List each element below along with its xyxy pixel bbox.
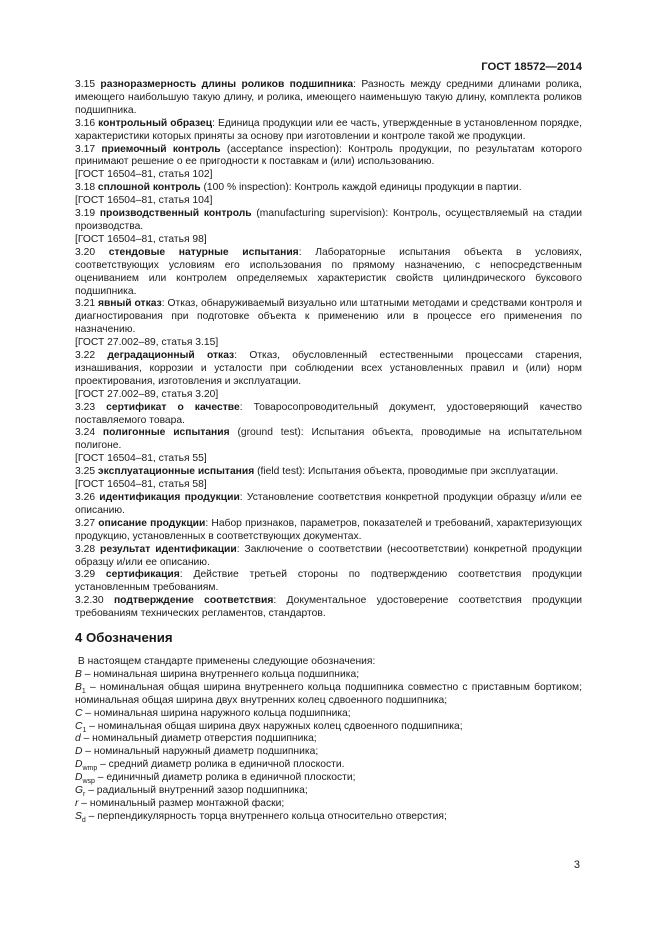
symbol: d <box>75 733 81 745</box>
entry-number: 3.25 <box>75 466 96 478</box>
entry-term: полигонные испытания <box>102 427 230 439</box>
symbol: D <box>75 772 83 784</box>
reference-text: [ГОСТ 16504–81, статья 102] <box>75 169 213 181</box>
definition-entry <box>75 144 582 170</box>
symbol-description: – средний диаметр ролика в единичной плоскости. <box>97 759 345 771</box>
definition-entry <box>75 247 582 299</box>
entry-number: 3.20 <box>75 246 96 258</box>
definition-entry <box>75 79 582 118</box>
entry-number: 3.18 <box>75 182 96 194</box>
symbol-description: – номинальный размер монтажной фаски; <box>78 797 285 809</box>
reference-line <box>75 389 582 402</box>
symbol-entry <box>75 682 582 708</box>
reference-text: [ГОСТ 16504–81, статья 58] <box>75 479 207 491</box>
section-intro: В настоящем стандарте применены следующие обозначения: <box>77 655 376 667</box>
symbol-entry <box>75 811 582 824</box>
symbol-description: – номинальная ширина наружного кольца подшипника; <box>82 707 351 719</box>
reference-text: [ГОСТ 16504–81, статья 104] <box>75 195 213 207</box>
definition-entry <box>75 569 582 595</box>
entry-term: описание продукции <box>98 517 206 529</box>
symbol: D <box>75 759 83 771</box>
entry-term: сплошной контроль <box>97 182 201 194</box>
symbol: D <box>75 746 83 758</box>
entry-term: разноразмерность длины роликов подшипника <box>100 79 354 90</box>
reference-text: [ГОСТ 16504–81, статья 98] <box>75 233 207 245</box>
symbol-description: – номинальная общая ширина внутреннего кольца подшипника совместно с приставным бортиком; номинальная общая ширина двух внутренних колец сдвоенного подшипника; <box>75 681 582 706</box>
entry-number: 3.24 <box>75 427 96 439</box>
reference-line <box>75 234 582 247</box>
symbol: r <box>75 797 79 809</box>
reference-text: [ГОСТ 16504–81, статья 55] <box>75 453 207 465</box>
entry-definition: (manufacturing supervision): Контроль, осуществляемый на стадии производства. <box>75 208 582 232</box>
definition-entry <box>75 402 582 428</box>
symbol-subscript: 1 <box>81 687 86 695</box>
entry-definition: : Товаросопроводительный документ, удостоверяющий качество поставляемого товара. <box>75 401 582 426</box>
entry-number: 3.27 <box>75 517 96 529</box>
definition-entry <box>75 208 582 234</box>
symbol-entry <box>75 708 582 721</box>
entry-definition: : Отказ, обусловленный естественными процессами старения, изнашивания, коррозии и усталости при соблюдении всех установленных правил и (или) норм проектирования, изготовления и эксплуатации. <box>75 350 583 387</box>
symbol-subscript: d <box>81 816 86 824</box>
section-title: 4 Обозначения <box>75 630 173 646</box>
symbol-entry <box>75 721 582 734</box>
definition-entry <box>75 350 582 389</box>
entry-number: 3.23 <box>75 401 96 413</box>
symbols-list <box>75 669 582 824</box>
entry-definition: : Разность между средними длинами ролика, имеющего наибольшую такую длину, и ролика, имеющего наименьшую такую длину, комплекта роликов подшипника. <box>75 79 583 116</box>
symbol-description: – номинальная общая ширина двух наружных колец сдвоенного подшипника; <box>86 720 463 732</box>
entry-term: сертификат о качестве <box>106 401 240 413</box>
definition-entry <box>75 518 582 544</box>
symbol-subscript: 1 <box>82 726 87 734</box>
reference-line <box>75 169 582 182</box>
symbol-subscript: wmp <box>82 765 98 773</box>
entry-term: контрольный образец <box>98 117 213 129</box>
entry-term: стендовые натурные испытания <box>108 246 299 258</box>
entry-definition: : Заключение о соответствии (несоответствии) конкретной продукции образцу и/или ее описанию. <box>75 543 582 568</box>
entry-term: результат идентификации <box>100 543 237 555</box>
symbol: C <box>75 707 83 719</box>
entry-term: идентификация продукции <box>99 492 240 503</box>
symbol: G <box>75 785 84 797</box>
symbol-entry <box>75 733 582 746</box>
entry-number: 3.21 <box>75 298 96 310</box>
symbol-entry <box>75 669 582 682</box>
entry-definition: (ground test): Испытания объекта, проводимые на испытательном полигоне. <box>75 427 582 452</box>
symbol: S <box>75 810 82 822</box>
reference-text: [ГОСТ 27.002–89, статья 3.20] <box>75 388 219 400</box>
symbol-subscript: wsp <box>82 778 95 786</box>
symbol-entry <box>75 785 582 798</box>
symbol-entry <box>75 772 582 785</box>
entry-term: деградационный отказ <box>107 350 235 362</box>
entry-number: 3.16 <box>75 117 96 129</box>
symbol-description: – номинальный наружный диаметр подшипника; <box>82 746 319 758</box>
definition-entry <box>75 595 582 621</box>
definition-entry <box>75 298 582 337</box>
symbol-entry <box>75 798 582 811</box>
document-body <box>75 79 582 824</box>
symbol-entry <box>75 759 582 772</box>
definition-entry <box>75 118 582 144</box>
definition-entry <box>75 427 582 453</box>
entry-number: 3.22 <box>75 350 96 362</box>
entry-definition: : Документальное удостоверение соответствия продукции требованиям технических регламентов, стандартов. <box>75 595 582 620</box>
reference-line <box>75 453 582 466</box>
entry-definition: : Лабораторные испытания объекта в условиях, соответствующих условиям его использования по прямому назначению, с непосредственным оцениванием или контролем определяемых характеристик свойств цилиндрического буксового подшипника. <box>75 246 582 297</box>
entry-term: производственный контроль <box>99 208 252 220</box>
entry-number: 3.19 <box>75 208 96 220</box>
document-header: ГОСТ 18572—2014 <box>481 61 582 73</box>
page-number: 3 <box>573 859 580 871</box>
definitions-list <box>75 79 582 621</box>
entry-definition: : Действие третьей стороны по подтверждению соответствия продукции установленным требованиям. <box>75 569 582 594</box>
entry-definition: (100 % inspection): Контроль каждой единицы продукции в партии. <box>200 182 522 194</box>
entry-definition: : Единица продукции или ее часть, утвержденные в установленном порядке, характеристики которых приняты за основу при изготовлении и контроле такой же продукции. <box>75 117 582 142</box>
entry-term: эксплуатационные испытания <box>97 466 255 478</box>
definition-entry <box>75 544 582 570</box>
reference-text: [ГОСТ 27.002–89, статья 3.15] <box>75 337 219 349</box>
entry-term: подтверждение соответствия <box>113 595 274 607</box>
definition-entry <box>75 466 582 479</box>
reference-line <box>75 479 582 492</box>
symbol: C <box>75 720 83 732</box>
symbol-entry <box>75 746 582 759</box>
entry-term: сертификация <box>105 569 180 581</box>
symbol-description: – единичный диаметр ролика в единичной плоскости; <box>94 772 356 784</box>
definition-entry <box>75 492 582 518</box>
entry-number: 3.2.30 <box>75 595 104 607</box>
symbol-description: – номинальная ширина внутреннего кольца подшипника; <box>81 668 360 680</box>
entry-definition: (field test): Испытания объекта, проводимые при эксплуатации. <box>254 466 559 478</box>
symbol-subscript: r <box>83 791 86 799</box>
entry-definition: : Установление соответствия конкретной продукции образцу и/или ее описанию. <box>75 492 582 516</box>
entry-number: 3.28 <box>75 543 96 555</box>
entry-number: 3.17 <box>75 143 96 155</box>
entry-number: 3.26 <box>75 492 96 503</box>
entry-term: приемочный контроль <box>101 143 221 155</box>
symbol: B <box>75 681 82 693</box>
reference-line <box>75 337 582 350</box>
symbol: B <box>75 668 82 680</box>
symbol-description: – радиальный внутренний зазор подшипника; <box>85 785 308 797</box>
entry-number: 3.15 <box>75 79 96 90</box>
definition-entry <box>75 182 582 195</box>
reference-line <box>75 195 582 208</box>
entry-number: 3.29 <box>75 569 96 581</box>
entry-definition: : Набор признаков, параметров, показателей и требований, характеризующих продукцию, установленных в соответствующих документах. <box>75 517 582 542</box>
entry-definition: : Отказ, обнаруживаемый визуально или штатными методами и средствами контроля и диагностирования при подготовке объекта к применению или в процессе его применения по назначению. <box>75 298 582 336</box>
symbol-description: – перпендикулярность торца внутреннего кольца относительно отверстия; <box>85 810 447 822</box>
entry-term: явный отказ <box>97 298 162 310</box>
entry-definition: (acceptance inspection): Контроль продукции, по результатам которого принимают решение о ее пригодности к поставкам и (или) использованию. <box>75 143 582 168</box>
symbol-description: – номинальный диаметр отверстия подшипника; <box>80 733 317 745</box>
